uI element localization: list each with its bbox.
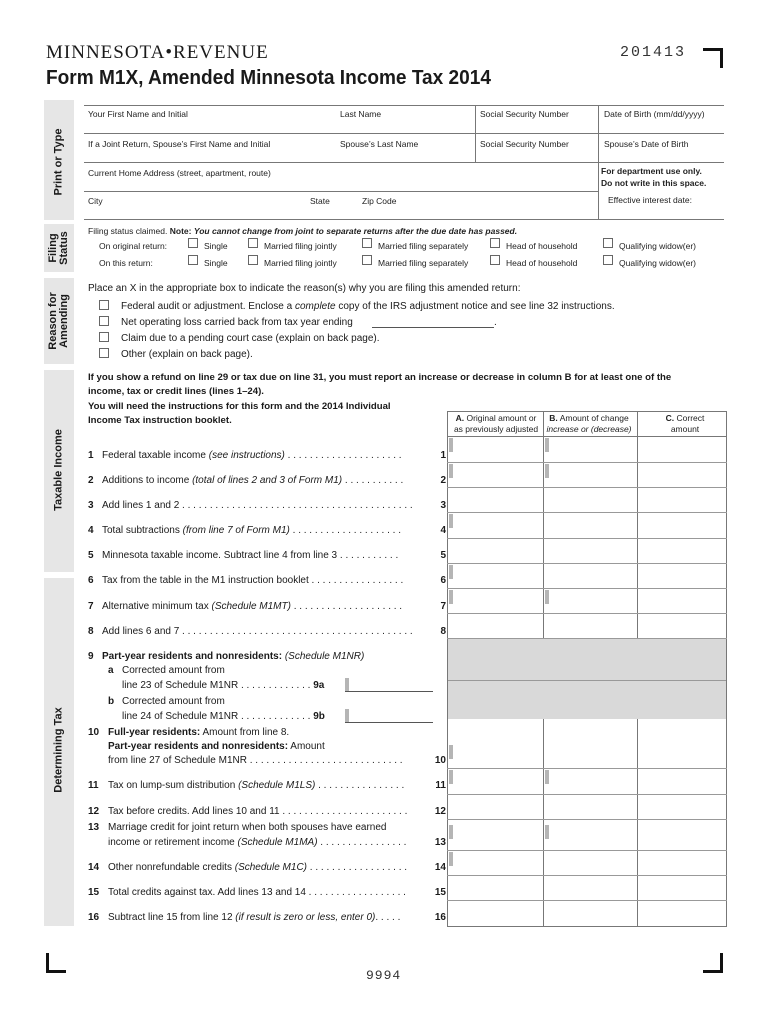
form-title: Form M1X, Amended Minnesota Income Tax 2014 — [46, 66, 491, 89]
line-10-sublabel-2: from line 27 of Schedule M1NR . . . . . . . . . . . . . . . . . . . . . . . . . . . . — [108, 755, 403, 766]
line-9-shaded-area — [448, 639, 726, 719]
line-3-number: 3 — [440, 500, 446, 511]
reason-intro: Place an X in the appropriate box to indicate the reason(s) why you are filing this amended return: — [88, 283, 521, 294]
line-2-number: 2 — [440, 475, 446, 486]
ssn-field[interactable]: Social Security Number — [480, 109, 569, 119]
rule — [447, 436, 727, 437]
checkbox-this-mfj[interactable] — [248, 255, 258, 265]
rule — [447, 411, 727, 412]
checkbox-reason-audit[interactable] — [99, 300, 109, 310]
reason-other-label: Other (explain on back page). — [121, 349, 253, 360]
line-15-number: 15 — [434, 887, 446, 898]
line-16-number: 16 — [434, 912, 446, 923]
field-marker — [545, 590, 549, 604]
instruction-line-4: Income Tax instruction booklet. — [88, 415, 232, 426]
checkbox-this-hoh[interactable] — [490, 255, 500, 265]
rule — [447, 538, 727, 539]
form-code: 201413 — [620, 44, 687, 61]
checkbox-this-single[interactable] — [188, 255, 198, 265]
rule — [447, 926, 727, 927]
option-head-of-household: Head of household — [506, 241, 578, 251]
state-field[interactable]: State — [310, 196, 330, 206]
option-married-separately: Married filing separately — [378, 241, 469, 251]
field-marker — [545, 438, 549, 452]
rule — [84, 133, 724, 134]
checkbox-original-mfs[interactable] — [362, 238, 372, 248]
field-marker — [545, 825, 549, 839]
line-4-number: 4 — [440, 525, 446, 536]
line-8-number: 8 — [440, 626, 446, 637]
checkbox-original-single[interactable] — [188, 238, 198, 248]
line-10-number: 10 — [434, 755, 446, 766]
rule — [447, 875, 727, 876]
rule — [84, 219, 724, 220]
field-marker — [449, 565, 453, 579]
reason-nol-period: . — [494, 317, 497, 328]
instruction-line-3: You will need the instructions for this form and the 2014 Individual — [88, 401, 391, 412]
nol-year-input[interactable] — [372, 327, 494, 328]
option-qualifying-widow: Qualifying widow(er) — [619, 258, 696, 268]
rule — [447, 768, 727, 769]
rule — [598, 105, 599, 219]
field-marker — [545, 464, 549, 478]
field-marker — [449, 464, 453, 478]
checkbox-original-mfj[interactable] — [248, 238, 258, 248]
line-14-label: 14 Other nonrefundable credits (Schedule M1C) . . . . . . . . . . . . . . . . . . — [88, 862, 408, 873]
dept-use-line-2: Do not write in this space. — [601, 178, 707, 188]
option-head-of-household: Head of household — [506, 258, 578, 268]
field-marker — [449, 852, 453, 866]
line-3-label: 3 Add lines 1 and 2 . . . . . . . . . . . . . . . . . . . . . . . . . . . . . . . . . . . . . . . . . . — [88, 500, 413, 511]
line-9b-input[interactable] — [345, 722, 433, 723]
first-name-field[interactable]: Your First Name and Initial — [88, 109, 188, 119]
section-reason-for-amending: Reason for Amending — [47, 292, 70, 350]
section-taxable-income: Taxable Income — [52, 429, 65, 511]
line-9a-input[interactable] — [345, 691, 433, 692]
column-b-header: B. Amount of change increase or (decrease) — [546, 413, 632, 434]
option-married-jointly: Married filing jointly — [264, 258, 337, 268]
rule — [447, 462, 727, 463]
dob-field[interactable]: Date of Birth (mm/dd/yyyy) — [604, 109, 705, 119]
rule — [447, 487, 727, 488]
checkbox-this-widow[interactable] — [603, 255, 613, 265]
line-10-sublabel-1: Part-year residents and nonresidents: Amount — [108, 741, 325, 752]
field-marker — [449, 770, 453, 784]
footer-code: 9994 — [366, 968, 402, 983]
rule — [447, 613, 727, 614]
corner-mark-bottom-right — [703, 953, 723, 973]
rule — [475, 105, 476, 162]
line-11-label: 11 Tax on lump-sum distribution (Schedule M1LS) . . . . . . . . . . . . . . . . — [88, 780, 405, 791]
option-married-separately: Married filing separately — [378, 258, 469, 268]
zip-field[interactable]: Zip Code — [362, 196, 397, 206]
line-11-number: 11 — [435, 780, 446, 791]
rule — [447, 563, 727, 564]
checkbox-reason-court[interactable] — [99, 332, 109, 342]
line-9b-sublabel: line 24 of Schedule M1NR . . . . . . . . . . . . . 9b — [122, 711, 325, 722]
checkbox-original-hoh[interactable] — [490, 238, 500, 248]
line-13-number: 13 — [434, 837, 446, 848]
rule — [448, 680, 726, 681]
line-9b-label: b Corrected amount from — [108, 696, 225, 707]
rule — [447, 588, 727, 589]
spouse-last-name-field[interactable]: Spouse’s Last Name — [340, 139, 419, 149]
checkbox-original-widow[interactable] — [603, 238, 613, 248]
address-field[interactable]: Current Home Address (street, apartment, route) — [88, 168, 271, 178]
rule — [726, 411, 727, 926]
line-16-label: 16 Subtract line 15 from line 12 (if result is zero or less, enter 0). . . . . — [88, 912, 401, 923]
section-filing-status: Filing Status — [47, 231, 70, 265]
dept-use-line-1: For department use only. — [601, 166, 702, 176]
line-15-label: 15 Total credits against tax. Add lines 13 and 14 . . . . . . . . . . . . . . . . . . — [88, 887, 406, 898]
spouse-first-name-field[interactable]: If a Joint Return, Spouse’s First Name and Initial — [88, 139, 271, 149]
option-single: Single — [204, 258, 228, 268]
interest-date-label: Effective interest date: — [608, 195, 692, 205]
column-c-header: C. Correct amount — [665, 413, 705, 434]
rule — [447, 850, 727, 851]
last-name-field[interactable]: Last Name — [340, 109, 382, 119]
original-return-label: On original return: — [99, 241, 168, 251]
rule — [447, 794, 727, 795]
line-12-number: 12 — [434, 806, 446, 817]
reason-audit-label: Federal audit or adjustment. Enclose a complete copy of the IRS adjustment notice and see line 32 instructions. — [121, 301, 615, 312]
filing-status-note: Filing status claimed. Note: You cannot change from joint to separate returns after the due date has passed. — [88, 226, 518, 236]
line-6-label: 6 Tax from the table in the M1 instruction booklet . . . . . . . . . . . . . . . . . — [88, 575, 404, 586]
line-6-number: 6 — [440, 575, 446, 586]
corner-mark-bottom-left — [46, 953, 66, 973]
field-marker — [345, 709, 349, 723]
field-marker — [449, 438, 453, 452]
column-a-header: A. Original amount or as previously adjusted — [453, 413, 539, 434]
line-5-number: 5 — [440, 550, 446, 561]
line-9-label: 9 Part-year residents and nonresidents: (Schedule M1NR) — [88, 651, 365, 662]
this-return-label: On this return: — [99, 258, 153, 268]
line-9a-sublabel: line 23 of Schedule M1NR . . . . . . . . . . . . . 9a — [122, 680, 325, 691]
rule — [84, 191, 598, 192]
line-14-number: 14 — [434, 862, 446, 873]
rule — [84, 162, 724, 163]
reason-nol-label: Net operating loss carried back from tax year ending — [121, 317, 353, 328]
spouse-ssn-field[interactable]: Social Security Number — [480, 139, 569, 149]
line-5-label: 5 Minnesota taxable income. Subtract line 4 from line 3 . . . . . . . . . . . — [88, 550, 399, 561]
spouse-dob-field[interactable]: Spouse’s Date of Birth — [604, 139, 689, 149]
checkbox-reason-other[interactable] — [99, 348, 109, 358]
line-12-label: 12 Tax before credits. Add lines 10 and 11 . . . . . . . . . . . . . . . . . . . . . . . — [88, 806, 408, 817]
section-print-or-type: Print or Type — [52, 128, 65, 196]
field-marker — [545, 770, 549, 784]
line-4-label: 4 Total subtractions (from line 7 of Form M1) . . . . . . . . . . . . . . . . . . . . — [88, 525, 401, 536]
field-marker — [449, 514, 453, 528]
corner-mark-top-right — [703, 48, 723, 68]
line-13-sublabel: income or retirement income (Schedule M1MA) . . . . . . . . . . . . . . . . — [108, 837, 407, 848]
field-marker — [449, 745, 453, 759]
checkbox-this-mfs[interactable] — [362, 255, 372, 265]
reason-court-label: Claim due to a pending court case (explain on back page). — [121, 333, 380, 344]
line-8-label: 8 Add lines 6 and 7 . . . . . . . . . . . . . . . . . . . . . . . . . . . . . . . . . . . . . . . . . . — [88, 626, 413, 637]
city-field[interactable]: City — [88, 196, 103, 206]
section-determining-tax: Determining Tax — [52, 707, 65, 793]
rule — [447, 512, 727, 513]
option-married-jointly: Married filing jointly — [264, 241, 337, 251]
option-qualifying-widow: Qualifying widow(er) — [619, 241, 696, 251]
field-marker — [449, 825, 453, 839]
line-9a-label: a Corrected amount from — [108, 665, 225, 676]
field-marker — [449, 590, 453, 604]
rule — [84, 105, 724, 106]
line-10-label: 10 Full-year residents: Amount from line 8. — [88, 727, 290, 738]
option-single: Single — [204, 241, 228, 251]
line-1-number: 1 — [440, 450, 446, 461]
line-13-label: 13 Marriage credit for joint return when both spouses have earned — [88, 822, 387, 833]
instruction-line-2: income, tax or credit lines (lines 1–24). — [88, 386, 264, 397]
line-7-number: 7 — [440, 601, 446, 612]
line-2-label: 2 Additions to income (total of lines 2 and 3 of Form M1) . . . . . . . . . . . — [88, 475, 404, 486]
instruction-line-1: If you show a refund on line 29 or tax due on line 31, you must report an increase or decrease in column B for at least one of the — [88, 372, 672, 383]
rule — [447, 819, 727, 820]
line-7-label: 7 Alternative minimum tax (Schedule M1MT) . . . . . . . . . . . . . . . . . . . . — [88, 601, 403, 612]
rule — [447, 900, 727, 901]
org-name: MINNESOTA•REVENUE — [46, 42, 269, 63]
field-marker — [345, 678, 349, 692]
line-1-label: 1 Federal taxable income (see instructions) . . . . . . . . . . . . . . . . . . . . . — [88, 450, 402, 461]
checkbox-reason-nol[interactable] — [99, 316, 109, 326]
